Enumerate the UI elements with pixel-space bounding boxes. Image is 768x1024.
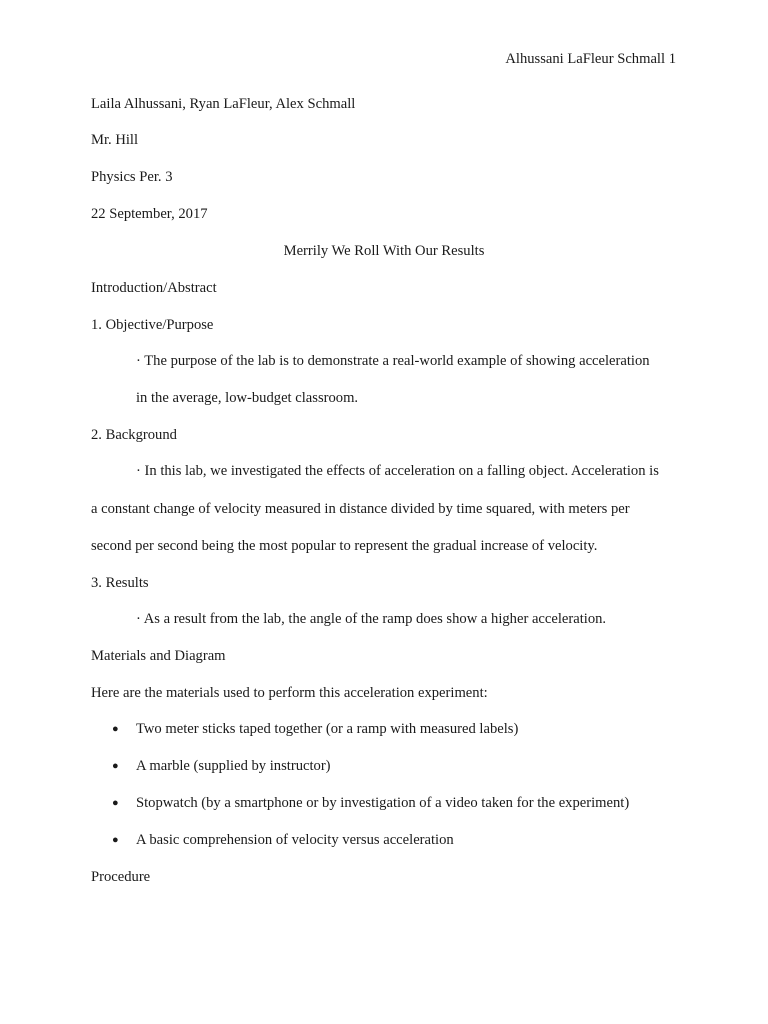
results-heading: 3. Results — [91, 575, 149, 591]
materials-intro: Here are the materials used to perform this acceleration experiment: — [91, 685, 488, 701]
procedure-heading: Procedure — [91, 869, 151, 885]
background-heading: 2. Background — [91, 427, 177, 443]
list-item-text: Two meter sticks taped together (or a ramp with measured labels) — [136, 721, 519, 737]
list-item-text: A basic comprehension of velocity versus acceleration — [136, 832, 454, 848]
running-head: Alhussani LaFleur Schmall 1 — [505, 51, 676, 67]
list-item-text: A marble (supplied by instructor) — [136, 758, 331, 774]
bullet-icon: ● — [112, 797, 119, 809]
list-item-text: Stopwatch (by a smartphone or by investigation of a video taken for the experiment) — [136, 795, 630, 811]
objective-heading: 1. Objective/Purpose — [91, 317, 214, 333]
bullet-icon: ● — [112, 760, 119, 772]
background-text-line-1: · In this lab, we investigated the effects of acceleration on a falling object. Acceleration is — [136, 463, 659, 479]
background-text-line-2: a constant change of velocity measured in distance divided by time squared, with meters per — [91, 501, 630, 517]
teacher-line: Mr. Hill — [91, 132, 139, 148]
document-title: Merrily We Roll With Our Results — [283, 243, 485, 259]
objective-text-line-1: · The purpose of the lab is to demonstrate a real-world example of showing acceleration — [136, 353, 650, 369]
bullet-icon: ● — [112, 723, 119, 735]
intro-heading: Introduction/Abstract — [91, 280, 217, 296]
course-line: Physics Per. 3 — [91, 169, 173, 185]
materials-heading: Materials and Diagram — [91, 648, 226, 664]
results-text-line-1: · As a result from the lab, the angle of the ramp does show a higher acceleration. — [136, 611, 607, 627]
date-line: 22 September, 2017 — [91, 206, 208, 222]
background-text-line-3: second per second being the most popular to represent the gradual increase of velocity. — [91, 538, 598, 554]
bullet-icon: ● — [112, 834, 119, 846]
authors-line: Laila Alhussani, Ryan LaFleur, Alex Schmall — [91, 96, 356, 112]
objective-text-line-2: in the average, low-budget classroom. — [136, 390, 359, 406]
